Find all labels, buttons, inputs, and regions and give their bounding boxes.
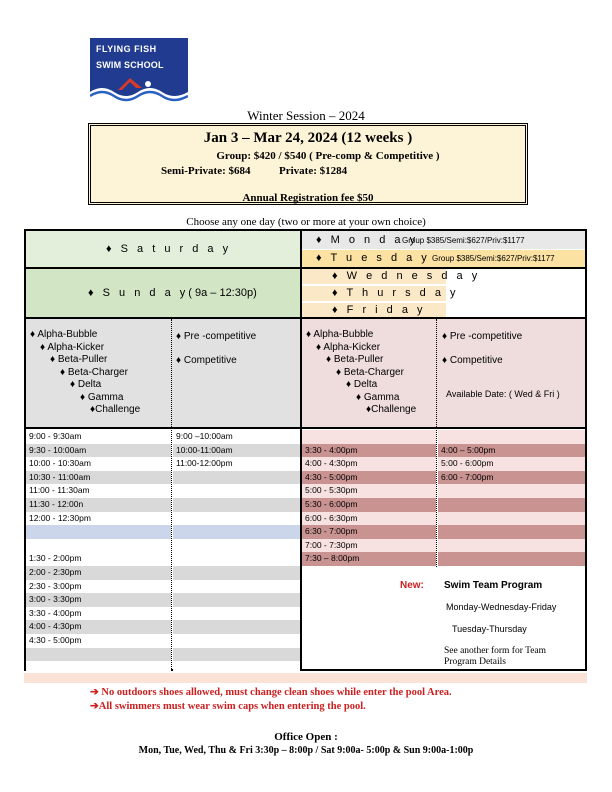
friday-label: ♦ F r i d a y bbox=[332, 304, 426, 316]
weekday-slot-a-9: 7:30 – 8:00pm bbox=[302, 552, 436, 566]
weekday-slot-b-7 bbox=[438, 525, 585, 539]
weekend-slot-b-5 bbox=[173, 498, 300, 512]
warning-caps: ➔All swimmers must wear swim caps when entering the pool. bbox=[90, 701, 366, 712]
weekend-level-3: ♦ Beta-Charger bbox=[60, 366, 128, 378]
weekend-slot-b-11 bbox=[173, 580, 300, 594]
weekday-slot-b-0 bbox=[438, 430, 585, 444]
weekend-slot-a-11: 2:30 - 3:00pm bbox=[26, 580, 171, 594]
monday-cell bbox=[302, 231, 585, 249]
monday-label: ♦ M o n d a y bbox=[316, 234, 419, 246]
choose-day-note: Choose any one day (two or more at your own choice) bbox=[186, 216, 426, 228]
weekend-slot-a-10: 2:00 - 2:30pm bbox=[26, 566, 171, 580]
office-hours: Mon, Tue, Wed, Thu & Fri 3:30p – 8:00p / Sat 9:00a- 5:00p & Sun 9:00a-1:00p bbox=[138, 745, 474, 756]
weekend-slot-a-15: 4:30 - 5:00pm bbox=[26, 634, 171, 648]
weekday-slot-b-5 bbox=[438, 498, 585, 512]
logo-text-line2: SWIM SCHOOL bbox=[96, 60, 164, 70]
private-price: Private: $1284 bbox=[279, 165, 348, 177]
sunday-cell bbox=[26, 269, 300, 317]
swim-team-note: See another form for Team Program Details bbox=[444, 646, 547, 667]
weekend-slot-a-1: 9:30 - 10:00am bbox=[26, 444, 171, 458]
session-info-box bbox=[88, 123, 528, 205]
weekend-slot-a-0: 9:00 - 9:30am bbox=[26, 430, 171, 444]
monday-price: Group $385/Semi:$627/Priv:$1177 bbox=[402, 236, 525, 245]
weekday-level-5: ♦ Gamma bbox=[356, 391, 400, 403]
weekday-slot-a-6: 6:00 - 6:30pm bbox=[302, 512, 436, 526]
weekday-level-4: ♦ Delta bbox=[346, 379, 378, 390]
weekday-slot-a-7: 6:30 - 7:00pm bbox=[302, 525, 436, 539]
session-title: Winter Session – 2024 bbox=[247, 108, 365, 123]
weekend-level-6: ♦Challenge bbox=[90, 404, 141, 415]
session-dates: Jan 3 – Mar 24, 2024 (12 weeks ) bbox=[203, 130, 413, 146]
weekend-level-2: ♦ Beta-Puller bbox=[50, 354, 108, 365]
sunday-name: ♦ S u n d a y bbox=[88, 287, 189, 299]
weekend-slot-a-6: 12:00 - 12:30pm bbox=[26, 512, 171, 526]
weekday-slot-b-4 bbox=[438, 484, 585, 498]
swim-team-tt: Tuesday-Thursday bbox=[452, 624, 527, 634]
weekend-slot-b-15 bbox=[173, 634, 300, 648]
weekday-slot-a-8: 7:00 - 7:30pm bbox=[302, 539, 436, 553]
divider-weekend-dotted bbox=[171, 319, 172, 669]
wednesday-label: ♦ W e d n e s d a y bbox=[332, 270, 481, 282]
friday-cell bbox=[302, 303, 446, 317]
weekday-level-3: ♦ Beta-Charger bbox=[336, 366, 404, 378]
weekend-slot-b-14 bbox=[173, 620, 300, 634]
weekend-slot-b-3 bbox=[173, 471, 300, 485]
tuesday-label: ♦ T u e s d a y bbox=[316, 252, 430, 264]
weekday-slot-a-3: 4:30 - 5:00pm bbox=[302, 471, 436, 485]
weekday-slot-b-3: 6:00 - 7:00pm bbox=[438, 471, 585, 485]
weekend-precompetitive: ♦ Pre -competitive bbox=[176, 331, 257, 342]
weekend-level-5: ♦ Gamma bbox=[80, 391, 124, 403]
logo-text-line1: FLYING FISH bbox=[96, 44, 157, 54]
divider-tue-wed bbox=[302, 267, 585, 269]
weekend-slot-b-9 bbox=[173, 552, 300, 566]
weekday-level-0: ♦ Alpha-Bubble bbox=[306, 329, 374, 340]
weekend-slot-b-4 bbox=[173, 484, 300, 498]
weekday-slot-a-5: 5:30 - 6:00pm bbox=[302, 498, 436, 512]
weekend-level-1: ♦ Alpha-Kicker bbox=[40, 341, 105, 353]
weekend-slot-a-12: 3:00 - 3:30pm bbox=[26, 593, 171, 607]
swim-team-title: Swim Team Program bbox=[444, 580, 543, 591]
weekend-slot-a-9: 1:30 - 2:00pm bbox=[26, 552, 171, 566]
weekend-slot-a-8 bbox=[26, 539, 171, 553]
weekend-level-0: ♦ Alpha-Bubble bbox=[30, 329, 98, 340]
schedule-grid bbox=[24, 229, 587, 671]
warning-shoes: ➔ No outdoors shoes allowed, must change clean shoes while enter the pool Area. bbox=[90, 687, 452, 698]
tuesday-price: Group $385/Semi:$627/Priv:$1177 bbox=[432, 254, 555, 263]
weekend-slot-b-6 bbox=[173, 512, 300, 526]
weekend-slot-a-16 bbox=[26, 648, 171, 662]
available-date: Available Date: ( Wed & Fri ) bbox=[446, 389, 560, 399]
school-logo bbox=[90, 38, 188, 106]
weekend-slot-a-14: 4:00 - 4:30pm bbox=[26, 620, 171, 634]
weekend-slot-b-1: 10:00-11:00am bbox=[173, 444, 300, 458]
divider-weekday-dotted bbox=[436, 319, 437, 567]
weekend-slot-b-7 bbox=[173, 525, 300, 539]
weekday-slot-b-8 bbox=[438, 539, 585, 553]
divider-levels-slots bbox=[26, 427, 585, 429]
weekend-slot-b-13 bbox=[173, 607, 300, 621]
weekday-slot-a-0 bbox=[302, 430, 436, 444]
weekend-slot-a-7 bbox=[26, 525, 171, 539]
divider-main-vertical bbox=[300, 231, 302, 669]
swim-team-cell bbox=[302, 568, 585, 669]
weekend-slot-b-12 bbox=[173, 593, 300, 607]
divider-sat-sun bbox=[26, 267, 300, 269]
divider-days-levels bbox=[26, 317, 585, 319]
weekday-competitive: ♦ Competitive bbox=[442, 355, 503, 366]
weekday-precompetitive: ♦ Pre -competitive bbox=[442, 331, 523, 342]
weekday-slot-b-1: 4:00 – 5:00pm bbox=[438, 444, 585, 458]
weekend-slot-b-10 bbox=[173, 566, 300, 580]
swimmer-wave-icon bbox=[90, 72, 188, 106]
group-price: Group: $420 / $540 ( Pre-comp & Competitive ) bbox=[216, 150, 440, 162]
weekend-competitive: ♦ Competitive bbox=[176, 355, 237, 366]
thursday-label: ♦ T h u r s d a y bbox=[332, 287, 459, 299]
weekday-slot-a-4: 5:00 - 5:30pm bbox=[302, 484, 436, 498]
weekday-level-2: ♦ Beta-Puller bbox=[326, 354, 384, 365]
weekday-slot-b-6 bbox=[438, 512, 585, 526]
saturday-label: ♦ S a t u r d a y bbox=[106, 243, 232, 255]
weekend-slot-a-4: 11:00 - 11:30am bbox=[26, 484, 171, 498]
weekend-slot-b-0: 9:00 –10:00am bbox=[173, 430, 300, 444]
weekday-level-6: ♦Challenge bbox=[366, 404, 417, 415]
weekday-slot-a-1: 3:30 - 4:00pm bbox=[302, 444, 436, 458]
weekday-level-1: ♦ Alpha-Kicker bbox=[316, 341, 381, 353]
swim-team-mwf: Monday-Wednesday-Friday bbox=[446, 602, 557, 612]
wednesday-cell bbox=[302, 269, 481, 284]
grid-footer-strip bbox=[24, 673, 587, 683]
weekend-slot-a-2: 10:00 - 10:30am bbox=[26, 457, 171, 471]
weekday-slot-b-2: 5:00 - 6:00pm bbox=[438, 457, 585, 471]
semi-private-price: Semi-Private: $684 bbox=[161, 165, 251, 177]
weekend-slot-b-8 bbox=[173, 539, 300, 553]
weekend-slot-a-13: 3:30 - 4:00pm bbox=[26, 607, 171, 621]
new-label: New: bbox=[400, 580, 424, 591]
tuesday-cell bbox=[302, 250, 585, 267]
weekend-slot-a-5: 11:30 - 12:00n bbox=[26, 498, 171, 512]
weekday-slot-b-9 bbox=[438, 552, 585, 566]
office-open-title: Office Open : bbox=[274, 731, 338, 743]
saturday-cell bbox=[26, 231, 300, 267]
sunday-hours: ( 9a – 12:30p) bbox=[188, 287, 257, 299]
weekend-slot-a-3: 10:30 - 11:00am bbox=[26, 471, 171, 485]
weekend-level-4: ♦ Delta bbox=[70, 379, 102, 390]
registration-fee: Annual Registration fee $50 bbox=[242, 192, 374, 204]
weekday-slot-a-2: 4:00 - 4:30pm bbox=[302, 457, 436, 471]
weekend-slot-b-16 bbox=[173, 648, 300, 662]
sunday-label bbox=[88, 287, 257, 299]
weekend-slot-b-2: 11:00-12:00pm bbox=[173, 457, 300, 471]
thursday-cell bbox=[302, 286, 459, 301]
